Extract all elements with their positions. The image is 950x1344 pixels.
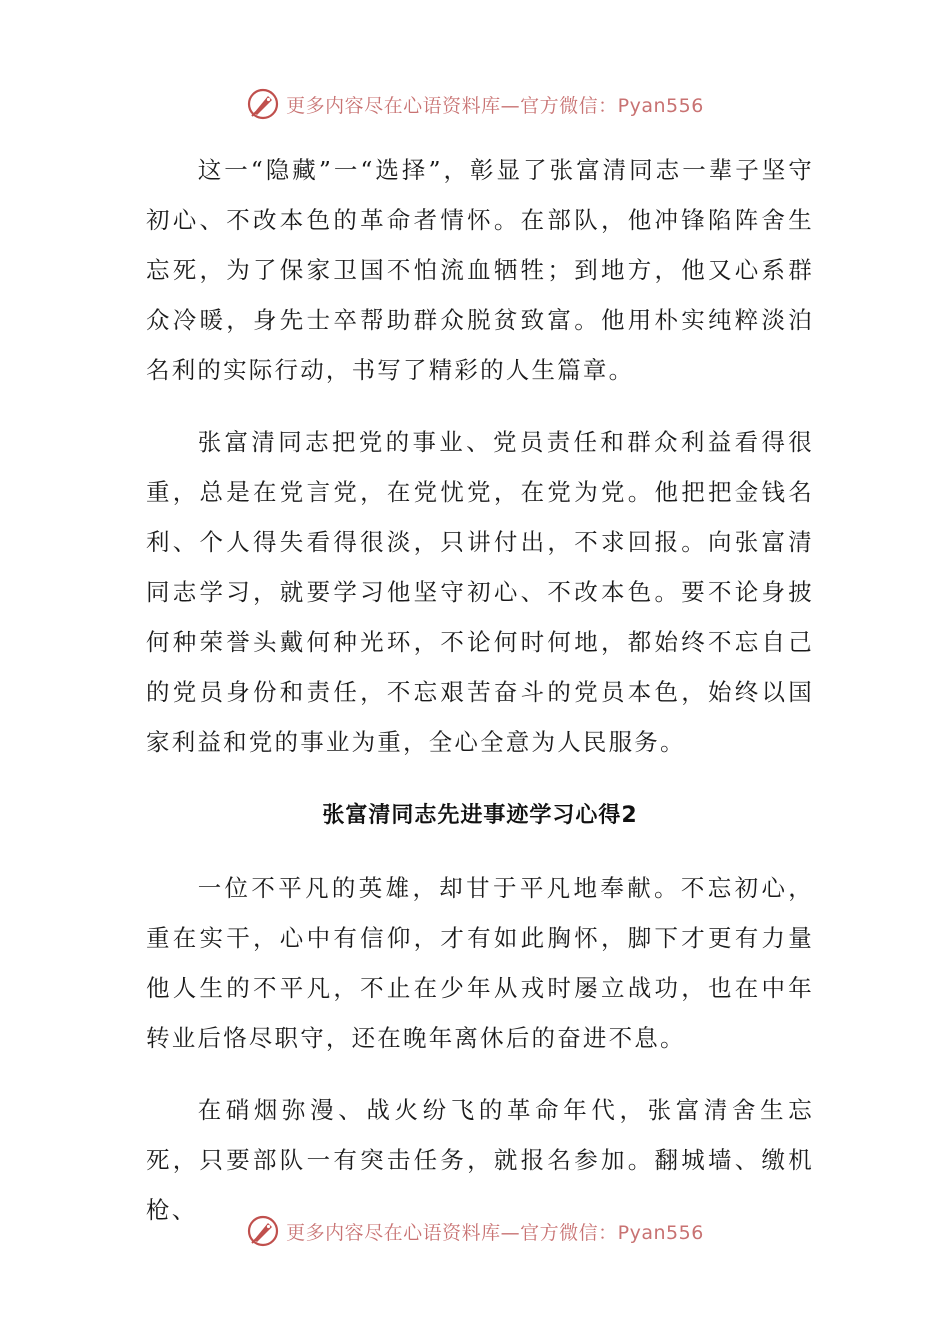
footer-watermark-banner (0, 1211, 950, 1251)
paragraph-3: 一位不平凡的英雄，却甘于平凡地奉献。不忘初心，重在实干，心中有信仰，才有如此胸怀，脚下才更有力量他人生的不平凡，不止在少年从戎时屡立战功，也在中年转业后恪尽职守，还在晚年离休后的奋进不息。 (146, 874, 814, 1052)
paragraph-2: 张富清同志把党的事业、党员责任和群众利益看得很重，总是在党言党，在党忧党，在党为党。他把把金钱名利、个人得失看得很淡，只讲付出，不求回报。向张富清同志学习，就要学习他坚守初心、不改本色。要不论身披何种荣誉头戴何种光环，不论何时何地，都始终不忘自己的党员身份和责任，不忘艰苦奋斗的党员本色，始终以国家利益和党的事业为重，全心全意为人民服务。 (146, 428, 814, 756)
section-heading: 张富清同志先进事迹学习心得2 (322, 803, 638, 828)
pen-nib-circle-icon (246, 87, 280, 121)
paragraph-1: 这一“隐藏”一“选择”，彰显了张富清同志一辈子坚守初心、不改本色的革命者情怀。在部队，他冲锋陷阵舍生忘死，为了保家卫国不怕流血牺牲；到地方，他又心系群众冷暖，身先士卒帮助群众脱贫致富。他用朴实纯粹淡泊名利的实际行动，书写了精彩的人生篇章。 (146, 156, 814, 384)
header-watermark-banner (0, 84, 950, 124)
document-body (146, 145, 814, 1235)
paragraph-4: 在硝烟弥漫、战火纷飞的革命年代，张富清舍生忘死，只要部队一有突击任务，就报名参加。翻城墙、缴机枪、 (146, 1096, 814, 1224)
pen-nib-circle-icon (246, 1214, 280, 1248)
header-watermark-text: 更多内容尽在心语资料库—官方微信：Pyan556 (286, 94, 704, 117)
footer-watermark-text: 更多内容尽在心语资料库—官方微信：Pyan556 (286, 1221, 704, 1244)
